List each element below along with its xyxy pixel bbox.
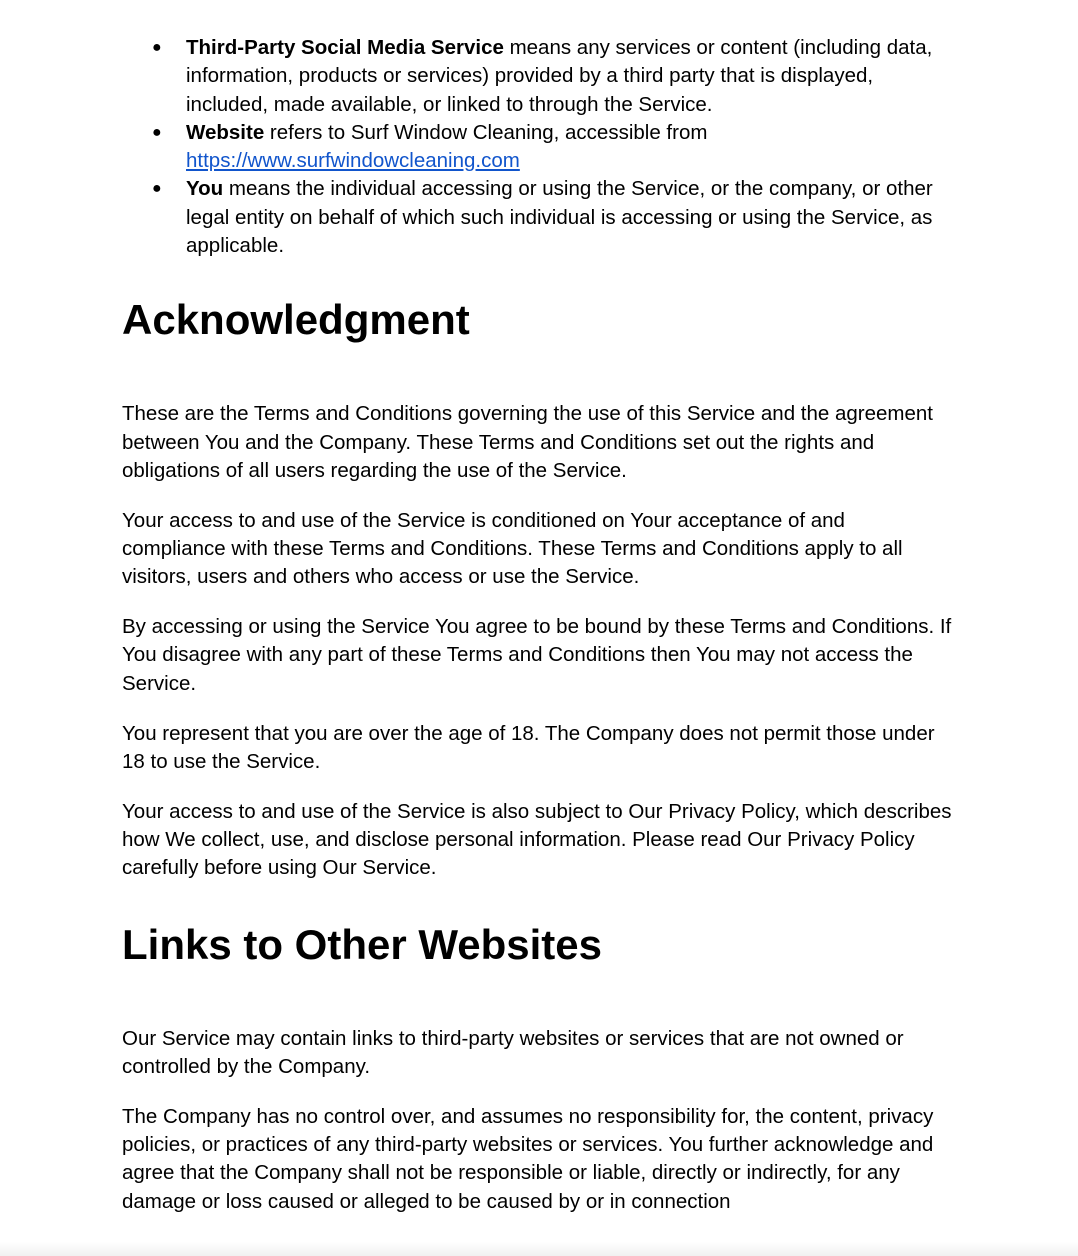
links-heading: Links to Other Websites [122,920,602,968]
acknowledgment-paragraph: By accessing or using the Service You agree to be bound by these Terms and Conditions. If You disagree with any part of these Terms and Conditions then You may not access the Service. [122,615,952,695]
acknowledgment-paragraph: You represent that you are over the age of 18. The Company does not permit those under 18 to use the Service. [122,721,935,773]
definition-term: You [186,177,224,201]
definition-text: means any services or content (including data, information, products or services) provided by a third party that is displayed, included, made available, or linked to through the Service. [186,36,933,116]
definition-term: Website [186,120,265,144]
list-item [122,119,952,176]
list-item [122,34,952,119]
acknowledgment-paragraph: Your access to and use of the Service is also subject to Our Privacy Policy, which describes how We collect, use, and disclose personal information. Please read Our Privacy Policy carefully before using Our Service. [122,799,952,880]
definition-term: Third-Party Social Media Service [186,36,504,59]
links-paragraph: The Company has no control over, and assumes no responsibility for, the content, privacy policies, or practices of any third-party websites or services. You further acknowledge and agree that the Company shall not be responsible or liable, directly or indirectly, for any damage or loss caused or alleged to be caused by or in connection [122,1104,934,1213]
acknowledgment-paragraph: These are the Terms and Conditions governing the use of this Service and the agreement between You and the Company. These Terms and Conditions set out the rights and obligations of all users regarding the use of the Service. [122,402,933,482]
document-content [122,34,952,1237]
page-bottom-edge [0,1242,1078,1256]
links-paragraph: Our Service may contain links to third-party websites or services that are not owned or controlled by the Company. [122,1026,904,1078]
definitions-list [122,34,952,260]
acknowledgment-heading: Acknowledgment [122,296,470,344]
acknowledgment-paragraph: Your access to and use of the Service is conditioned on Your acceptance of and compliance with these Terms and Conditions. These Terms and Conditions apply to all visitors, users and others who access or use the Service. [122,508,903,589]
bullet-icon: ● [152,123,162,141]
website-link[interactable]: https://www.surfwindowcleaning.com [186,149,520,173]
list-item [122,175,952,260]
bullet-icon: ● [152,180,162,198]
definition-text: means the individual accessing or using the Service, or the company, or other legal entity on behalf of which such individual is accessing or using the Service, as applicable. [186,177,933,258]
bullet-icon: ● [152,39,162,56]
definition-text: refers to Surf Window Cleaning, accessible from [264,120,708,144]
